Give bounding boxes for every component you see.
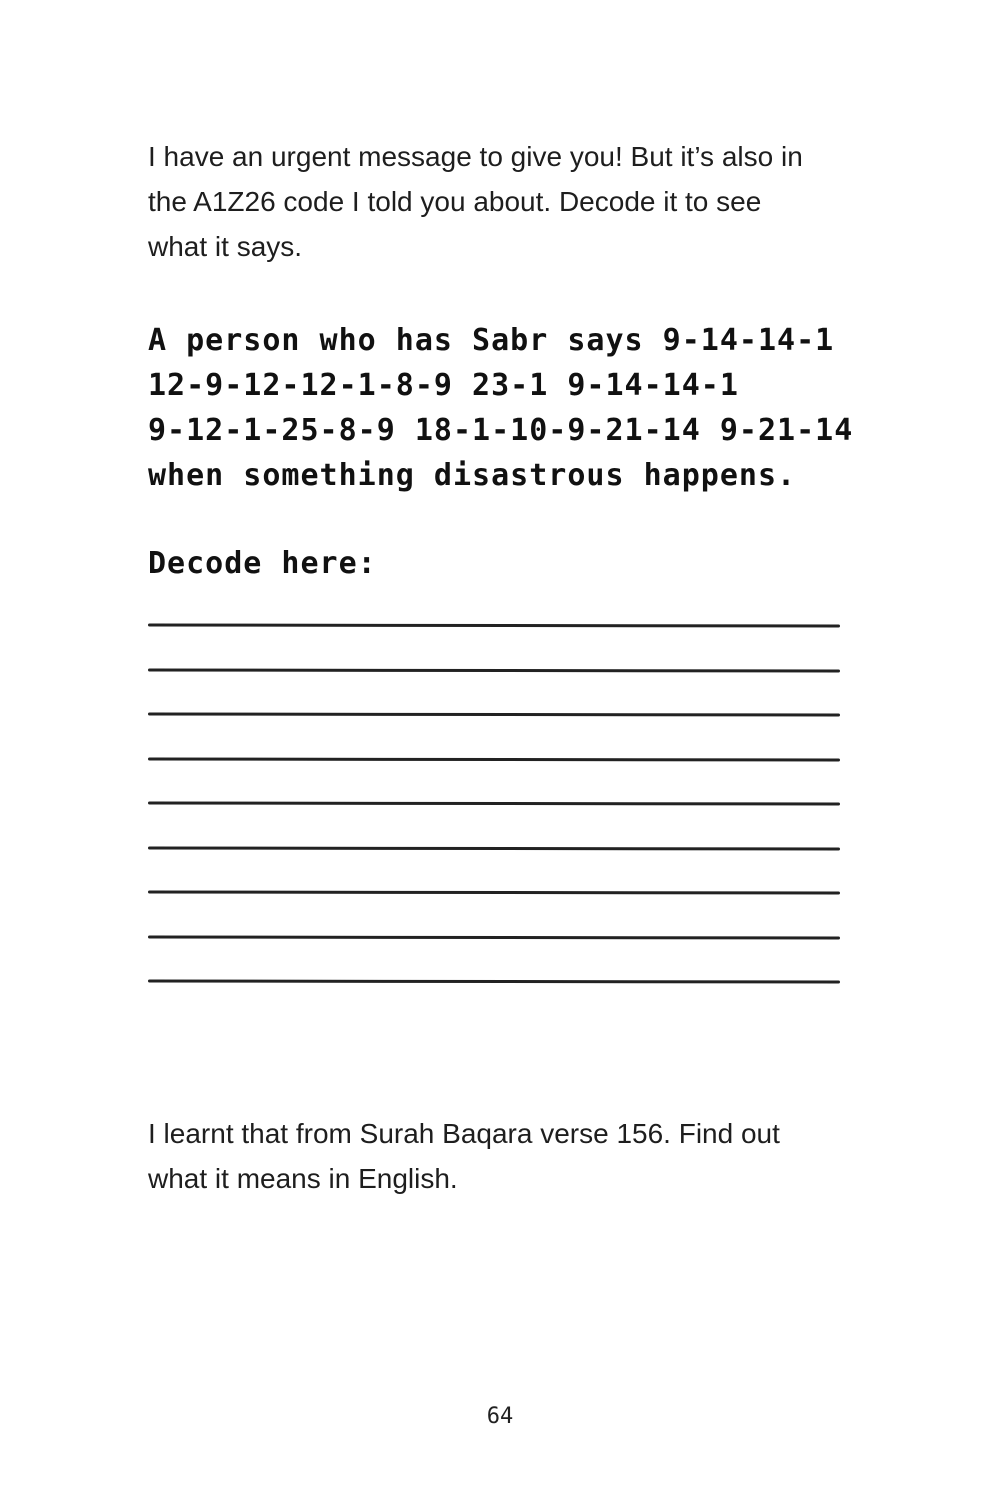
answer-line[interactable] (148, 980, 840, 983)
answer-line[interactable] (148, 624, 840, 627)
answer-line[interactable] (148, 935, 840, 938)
answer-line[interactable] (148, 891, 840, 894)
intro-line: the A1Z26 code I told you about. Decode it to see (148, 186, 762, 217)
outro-line: I learnt that from Surah Baqara verse 156. Find out (148, 1118, 780, 1149)
intro-line: what it says. (148, 231, 303, 262)
coded-message-line: 12-9-12-12-1-8-9 23-1 9-14-14-1 (148, 368, 739, 403)
answer-line[interactable] (148, 846, 840, 849)
answer-line[interactable] (148, 757, 840, 760)
coded-message-line: when something disastrous happens. (148, 458, 797, 493)
outro-line: what it means in English. (148, 1163, 458, 1194)
answer-line[interactable] (148, 713, 840, 716)
decode-here-label: Decode here: (148, 546, 377, 581)
outro-paragraph (148, 1111, 868, 1201)
coded-message-line: 9-12-1-25-8-9 18-1-10-9-21-14 9-21-14 (148, 413, 854, 448)
coded-message-line: A person who has Sabr says 9-14-14-1 (148, 323, 835, 358)
intro-paragraph (148, 134, 868, 269)
page-number: 64 (486, 1404, 514, 1429)
coded-message (148, 318, 868, 498)
answer-line[interactable] (148, 802, 840, 805)
answer-line[interactable] (148, 668, 840, 671)
intro-line: I have an urgent message to give you! But it’s also in (148, 141, 803, 172)
answer-writing-area[interactable] (148, 624, 840, 1025)
